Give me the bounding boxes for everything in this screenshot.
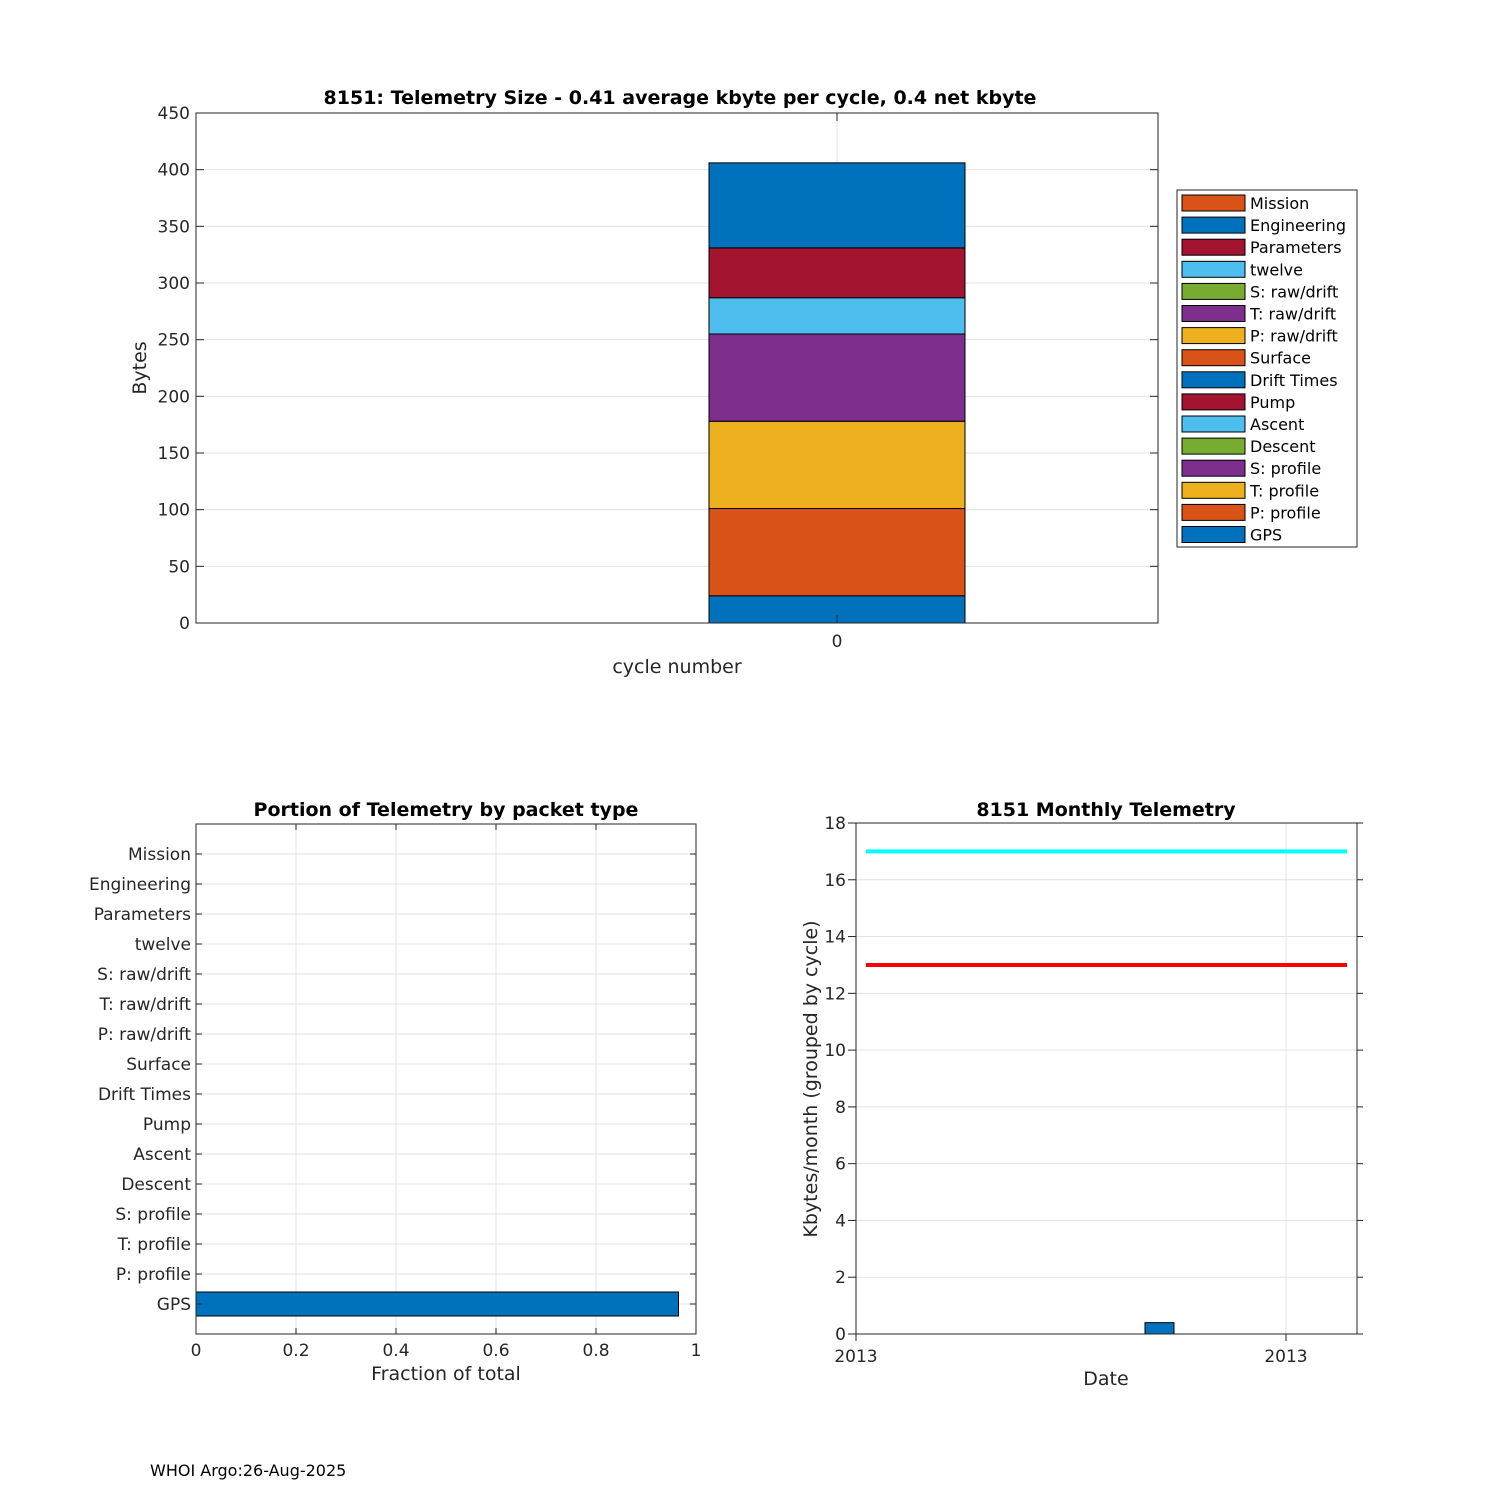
y-tick-label: Ascent xyxy=(133,1145,191,1165)
x-tick-label: 2013 xyxy=(1264,1347,1308,1367)
y-tick-label: 300 xyxy=(157,274,190,294)
legend-swatch xyxy=(1182,350,1245,366)
y-tick-label: S: raw/drift xyxy=(97,965,191,985)
y-tick-label: 150 xyxy=(157,444,190,464)
legend-swatch xyxy=(1182,394,1245,410)
x-axis-label: Fraction of total xyxy=(371,1363,521,1385)
x-tick-label: 0.8 xyxy=(582,1341,610,1361)
legend-label: T: profile xyxy=(1250,481,1320,501)
y-tick-label: 350 xyxy=(157,217,190,238)
plot-frame xyxy=(196,824,696,1334)
y-axis-label: Bytes xyxy=(129,341,151,395)
legend-swatch xyxy=(1182,416,1245,432)
y-tick-label: S: profile xyxy=(115,1205,191,1225)
y-tick-label: Surface xyxy=(126,1055,191,1075)
legend-swatch xyxy=(1182,195,1245,211)
y-tick-label: T: profile xyxy=(117,1235,191,1255)
y-tick-label: 50 xyxy=(168,557,190,578)
y-tick-label: Pump xyxy=(142,1115,191,1135)
plot-frame xyxy=(856,823,1357,1334)
legend-swatch xyxy=(1182,372,1245,388)
legend-swatch xyxy=(1182,306,1245,322)
legend-label: T: raw/drift xyxy=(1250,304,1337,324)
y-tick-label: Descent xyxy=(121,1175,191,1195)
legend-label: Surface xyxy=(1250,348,1311,368)
y-tick-label: twelve xyxy=(134,935,191,955)
y-tick-label: 0 xyxy=(835,1325,846,1345)
y-tick-label: 200 xyxy=(157,387,190,408)
legend-label: twelve xyxy=(1250,260,1303,280)
bar-segment xyxy=(709,509,965,596)
legend-label: Descent xyxy=(1250,437,1316,457)
y-tick-label: 4 xyxy=(835,1211,846,1232)
x-tick-label: 1 xyxy=(690,1341,702,1361)
legend-label: Ascent xyxy=(1250,415,1305,434)
bar-segment xyxy=(709,248,965,298)
x-tick-label: 0 xyxy=(831,632,843,652)
legend-label: S: raw/drift xyxy=(1250,282,1339,302)
y-tick-label: Engineering xyxy=(89,875,191,895)
y-tick-label: 450 xyxy=(157,104,190,124)
bar-segment xyxy=(709,298,965,334)
legend-swatch xyxy=(1182,504,1245,520)
fraction-bar xyxy=(196,1292,679,1316)
y-tick-label: 400 xyxy=(157,160,190,181)
y-tick-label: 12 xyxy=(824,984,846,1005)
y-axis-label: Kbytes/month (grouped by cycle) xyxy=(800,920,822,1238)
legend-label: Pump xyxy=(1250,392,1296,412)
legend-swatch xyxy=(1182,328,1245,344)
legend-label: P: raw/drift xyxy=(1250,326,1338,346)
legend-label: Engineering xyxy=(1250,216,1346,236)
chart-title: 8151: Telemetry Size - 0.41 average kbyte per cycle, 0.4 net kbyte xyxy=(323,87,1037,109)
x-tick-label: 0.6 xyxy=(482,1341,510,1361)
legend-swatch xyxy=(1182,283,1245,299)
bar-segment xyxy=(709,421,965,508)
legend-swatch xyxy=(1182,482,1245,498)
y-tick-label: Drift Times xyxy=(97,1085,191,1105)
legend-swatch xyxy=(1182,460,1245,476)
x-tick-label: 0 xyxy=(190,1341,202,1361)
chart-title: Portion of Telemetry by packet type xyxy=(253,799,639,821)
legend-swatch xyxy=(1182,239,1245,255)
bar-segment xyxy=(709,163,965,248)
y-tick-label: 18 xyxy=(824,814,846,834)
legend-swatch xyxy=(1182,217,1245,233)
legend-label: S: profile xyxy=(1250,459,1322,479)
chart-title: 8151 Monthly Telemetry xyxy=(976,799,1236,821)
y-tick-label: GPS xyxy=(156,1295,191,1315)
legend-swatch xyxy=(1182,438,1245,454)
y-tick-label: 10 xyxy=(824,1041,846,1062)
y-tick-label: 2 xyxy=(835,1268,846,1289)
y-tick-label: 14 xyxy=(824,927,846,948)
y-tick-label: P: profile xyxy=(115,1265,191,1285)
y-tick-label: 100 xyxy=(157,500,190,521)
y-tick-label: T: raw/drift xyxy=(99,995,191,1015)
x-tick-label: 2013 xyxy=(834,1347,878,1367)
bar-segment xyxy=(709,334,965,421)
legend-label: Mission xyxy=(1250,194,1310,213)
legend-swatch xyxy=(1182,261,1245,277)
x-axis-label: cycle number xyxy=(612,656,742,678)
x-tick-label: 0.4 xyxy=(382,1341,410,1361)
y-tick-label: 250 xyxy=(157,330,190,351)
legend-label: Drift Times xyxy=(1250,370,1338,390)
legend-label: Parameters xyxy=(1250,238,1342,258)
footer-stamp: WHOI Argo:26-Aug-2025 xyxy=(150,1461,347,1480)
y-tick-label: 16 xyxy=(824,870,846,891)
y-tick-label: 8 xyxy=(835,1097,846,1118)
legend-label: P: profile xyxy=(1250,503,1321,523)
legend-swatch xyxy=(1182,527,1245,543)
legend-label: GPS xyxy=(1250,525,1283,545)
y-tick-label: 6 xyxy=(835,1154,846,1175)
x-tick-label: 0.2 xyxy=(282,1341,310,1361)
y-tick-label: Mission xyxy=(127,845,191,865)
plot-frame xyxy=(196,113,1158,623)
y-tick-label: Parameters xyxy=(93,905,191,925)
x-axis-label: Date xyxy=(1083,1368,1129,1390)
monthly-bar xyxy=(1145,1323,1174,1334)
y-tick-label: P: raw/drift xyxy=(97,1025,191,1045)
y-tick-label: 0 xyxy=(179,614,190,634)
